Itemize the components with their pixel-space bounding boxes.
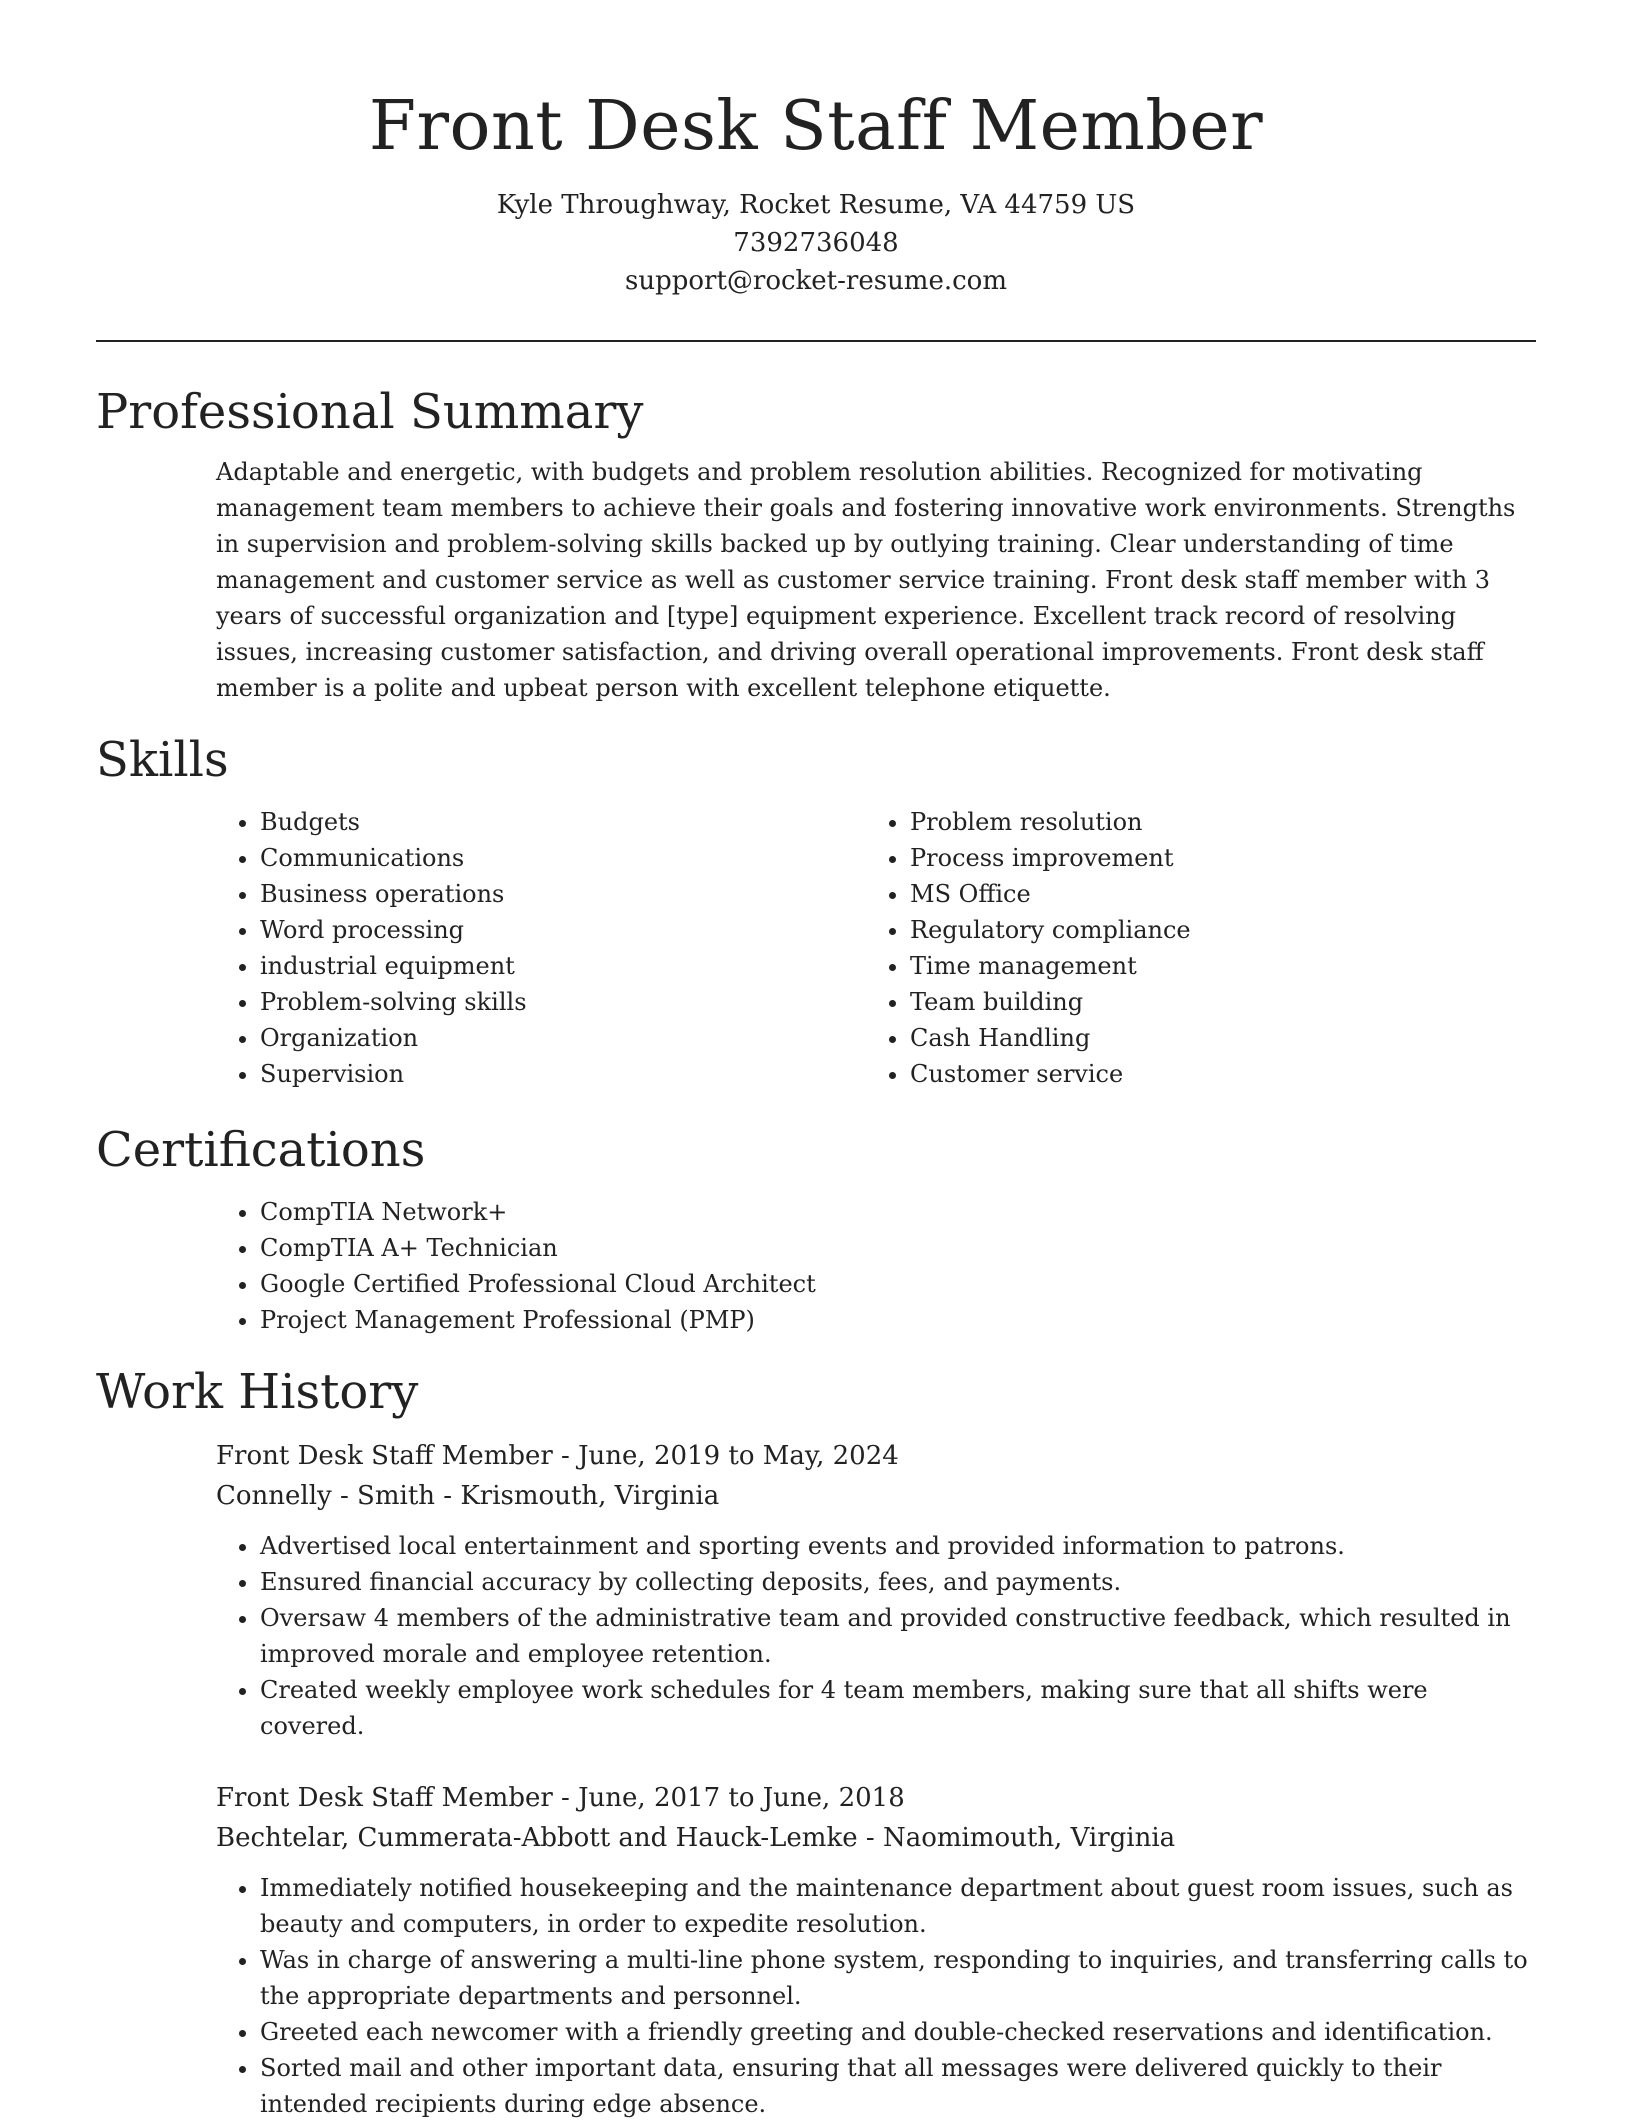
job-company-line: Bechtelar, Cummerata-Abbott and Hauck-Lemke - Naomimouth, Virginia (216, 1823, 1176, 1853)
certification-item: • CompTIA Network+ (260, 1194, 1536, 1230)
skill-item: • Problem resolution (910, 804, 1516, 840)
job-dates: June, 2017 to June, 2018 (578, 1783, 905, 1813)
certification-item: • Project Management Professional (PMP) (260, 1302, 1536, 1338)
certification-item: • CompTIA A+ Technician (260, 1230, 1536, 1266)
job-company: Bechtelar, Cummerata-Abbott and Hauck-Lemke (216, 1823, 858, 1853)
job-entry (216, 1436, 1536, 1744)
job-role: Front Desk Staff Member (216, 1783, 553, 1813)
job-duties (216, 1528, 1536, 1744)
job-dates: June, 2019 to May, 2024 (578, 1441, 899, 1471)
job-company-line: Connelly - Smith - Krismouth, Virginia (216, 1481, 720, 1511)
skill-item: • Time management (910, 948, 1516, 984)
skill-item: • Team building (910, 984, 1516, 1020)
skills-column-left (216, 804, 866, 1092)
job-company: Connelly - Smith (216, 1481, 436, 1511)
skill-item: • Cash Handling (910, 1020, 1516, 1056)
job-duties (216, 1870, 1536, 2122)
job-location: Naomimouth, Virginia (882, 1823, 1176, 1853)
skills-list (216, 804, 1536, 1092)
phone-text: 7392736048 (733, 228, 899, 258)
header-divider (96, 340, 1536, 342)
skill-item: • Customer service (910, 1056, 1516, 1092)
skill-item: • Supervision (260, 1056, 866, 1092)
skills-heading: Skills (96, 732, 229, 788)
job-duty-item: • Greeted each newcomer with a friendly greeting and double-checked reservations and identification. (260, 2014, 1536, 2050)
job-duty-item: • Ensured financial accuracy by collecting deposits, fees, and payments. (260, 1564, 1536, 1600)
job-duty-item: • Advertised local entertainment and sporting events and provided information to patrons. (260, 1528, 1536, 1564)
skill-item: • MS Office (910, 876, 1516, 912)
job-duty-item: • Was in charge of answering a multi-line phone system, responding to inquiries, and transferring calls to the appropriate departments and personnel. (260, 1942, 1536, 2014)
job-duty-item: • Oversaw 4 members of the administrative team and provided constructive feedback, which resulted in improved morale and employee retention. (260, 1600, 1536, 1672)
address-text: Kyle Throughway, Rocket Resume, VA 44759 US (496, 190, 1136, 220)
summary-text: Adaptable and energetic, with budgets and problem resolution abilities. Recognized for motivating management team members to achieve their goals and fostering innovative work environments. Strengths in supervision and problem-solving skills backed up by outlying training. Clear understanding of time management and customer service as well as customer service training. Front desk staff member with 3 years of successful organization and [type] equipment experience. Excellent track record of resolving issues, increasing customer satisfaction, and driving overall operational improvements. Front desk staff member is a polite and upbeat person with excellent telephone etiquette. (216, 458, 1516, 702)
job-duty-item: • Created weekly employee work schedules for 4 team members, making sure that all shifts were covered. (260, 1672, 1536, 1744)
contact-info (96, 186, 1536, 300)
work-history-heading: Work History (96, 1364, 419, 1420)
certifications-list (216, 1194, 1536, 1338)
summary-heading: Professional Summary (96, 384, 644, 440)
certifications-heading: Certifications (96, 1122, 426, 1178)
skill-item: • industrial equipment (260, 948, 866, 984)
skill-item: • Word processing (260, 912, 866, 948)
skill-item: • Process improvement (910, 840, 1516, 876)
page-title: Front Desk Staff Member (368, 87, 1264, 166)
resume-page (96, 0, 1536, 2122)
skill-item: • Budgets (260, 804, 866, 840)
skill-item: • Business operations (260, 876, 866, 912)
job-entry (216, 1778, 1536, 2122)
job-duty-item: • Sorted mail and other important data, ensuring that all messages were delivered quickly to their intended recipients during edge absence. (260, 2050, 1536, 2122)
job-title-line: Front Desk Staff Member - June, 2019 to May, 2024 (216, 1441, 899, 1471)
email-text: support@rocket-resume.com (624, 266, 1007, 296)
job-role: Front Desk Staff Member (216, 1441, 553, 1471)
skills-column-right (866, 804, 1516, 1092)
job-duty-item: • Immediately notified housekeeping and the maintenance department about guest room issues, such as beauty and computers, in order to expedite resolution. (260, 1870, 1536, 1942)
job-title-line: Front Desk Staff Member - June, 2017 to June, 2018 (216, 1783, 905, 1813)
job-location: Krismouth, Virginia (460, 1481, 720, 1511)
resume-header (96, 0, 1536, 300)
certification-item: • Google Certified Professional Cloud Architect (260, 1266, 1536, 1302)
skill-item: • Problem-solving skills (260, 984, 866, 1020)
skill-item: • Communications (260, 840, 866, 876)
skill-item: • Organization (260, 1020, 866, 1056)
skill-item: • Regulatory compliance (910, 912, 1516, 948)
